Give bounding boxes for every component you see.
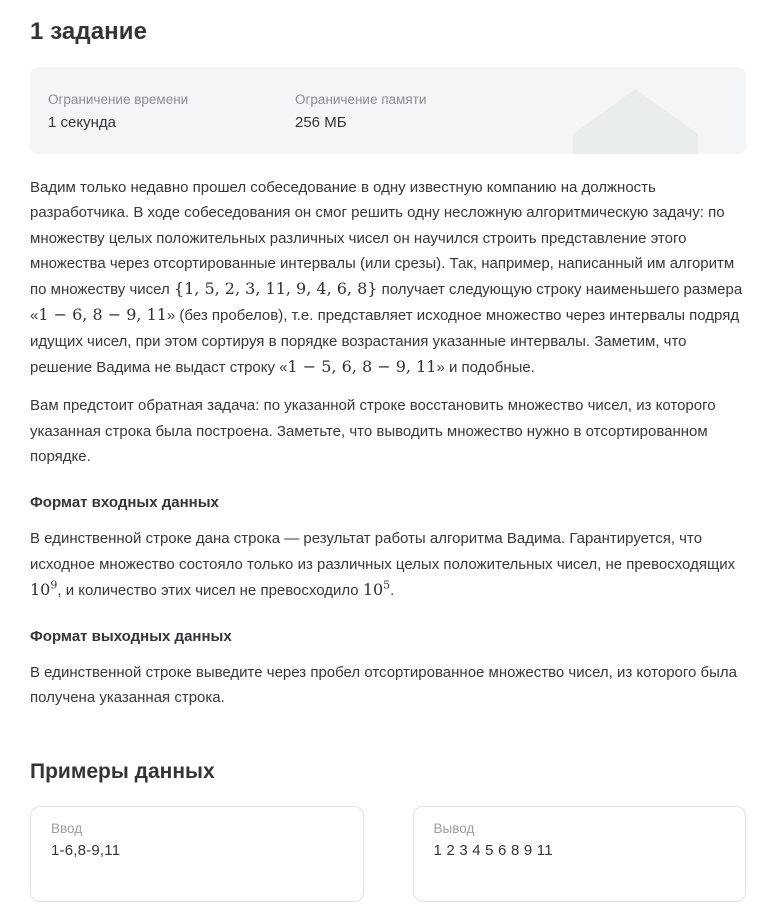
examples-heading: Примеры данных: [30, 759, 215, 783]
math-base: 10: [362, 579, 384, 599]
statement-text: получает следующую строку наименьшего размера «: [30, 281, 743, 325]
memory-limit-value: 256 МБ: [295, 114, 347, 131]
examples-row: [30, 806, 746, 902]
example-input-label: Ввод: [51, 820, 83, 836]
statement-text: » (без пробелов), т.е. представляет исходное множество через интервалы подряд идущих чисел, при этом сортируя в порядке возрастания указанные интервалы. Заметим, что решение Вадима не выдаст строку «: [30, 307, 740, 377]
statement-text: Вадим только недавно прошел собеседование в одну известную компанию на должность разработчика. В ходе собеседования он смог решить одну несложную алгоритмическую задачу: по множеству целых положительных различных чисел он научился строить представление этого множества через отсортированные интервалы (или срезы). Так, например, написанный им алгоритм по множеству чисел: [30, 179, 735, 299]
example-output-label: Вывод: [433, 820, 475, 836]
time-limit-value: 1 секунда: [48, 114, 116, 131]
math-base: 10: [30, 579, 51, 599]
output-format-paragraph: В единственной строке выведите через пробел отсортированное множество чисел, из которого была получена указанная строка.: [30, 664, 738, 707]
math-interval-string: 1 − 6, 8 − 9, 11: [38, 305, 167, 325]
page-title: 1 задание: [30, 18, 148, 45]
input-format-paragraph: [30, 526, 746, 603]
statement-paragraph-2: Вам предстоит обратная задача: по указанной строке восстановить множество чисел, из которого указанная строка была построена. Заметьте, что выводить множество нужно в отсортированном порядке.: [30, 397, 716, 465]
math-exponent: 5: [383, 578, 391, 592]
statement-text: » и подобные.: [436, 359, 535, 377]
example-output-card: [413, 806, 747, 902]
math-set-literal: {1, 5, 2, 3, 11, 9, 4, 6, 8}: [173, 279, 378, 299]
math-exponent: 9: [50, 578, 58, 592]
memory-limit-label: Ограничение памяти: [295, 92, 427, 107]
statement-text: В единственной строке дана строка — результат работы алгоритма Вадима. Гарантируется, что исходное множество состояло только из различных целых положительных чисел, не превосходящих: [30, 530, 736, 573]
statement-paragraph-1: [30, 175, 746, 380]
memory-limit-block: [295, 92, 426, 131]
time-limit-label: Ограничение времени: [48, 92, 189, 107]
time-limit-block: [48, 92, 295, 131]
math-wrong-interval-string: 1 − 5, 6, 8 − 9, 11: [287, 357, 437, 377]
example-output-value: 1 2 3 4 5 6 8 9 11: [433, 841, 553, 859]
example-input-card: [30, 806, 364, 902]
limits-panel: [30, 67, 746, 154]
input-format-heading: Формат входных данных: [30, 494, 219, 512]
math-pow-10-5: [363, 580, 390, 599]
statement-text: , и количество этих чисел не превосходило: [57, 581, 363, 599]
output-format-heading: Формат выходных данных: [30, 628, 232, 646]
problem-statement: [30, 175, 746, 711]
example-input-value: 1-6,8-9,11: [51, 841, 121, 859]
statement-text: .: [390, 581, 395, 599]
math-pow-10-9: [30, 580, 57, 599]
